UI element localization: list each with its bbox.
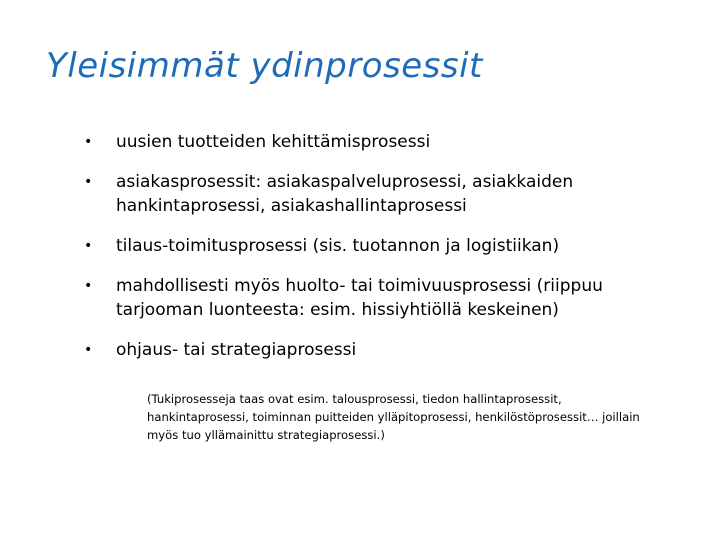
bullet-dot-icon: • — [84, 134, 93, 150]
bullet-text: mahdollisesti myös huolto- tai toimivuusprosessi (riippuu — [116, 276, 603, 296]
bullet-text: ohjaus- tai strategiaprosessi — [116, 340, 357, 360]
bullet-text: asiakasprosessit: asiakaspalveluprosessi, asiakkaiden — [116, 172, 574, 192]
note-line: myös tuo yllämainittu strategiaprosessi.) — [147, 428, 385, 442]
bullet-list — [84, 130, 704, 378]
bullet-item — [84, 234, 704, 258]
note-line: (Tukiprosesseja taas ovat esim. talousprosessi, tiedon hallintaprosessit, — [147, 392, 562, 406]
bullet-text: hankintaprosessi, asiakashallintaprosessi — [116, 196, 467, 216]
bullet-dot-icon: • — [84, 278, 93, 294]
note-line: hankintaprosessi, toiminnan puitteiden ylläpitoprosessi, henkilöstöprosessit… joillain — [147, 410, 640, 424]
bullet-dot-icon: • — [84, 238, 93, 254]
bullet-text: tarjooman luonteesta: esim. hissiyhtiöllä keskeinen) — [116, 300, 559, 320]
bullet-dot-icon: • — [84, 342, 93, 358]
bullet-item — [84, 274, 704, 322]
bullet-item — [84, 130, 704, 154]
bullet-text: uusien tuotteiden kehittämisprosessi — [116, 132, 431, 152]
bullet-item — [84, 338, 704, 362]
bullet-text: tilaus-toimitusprosessi (sis. tuotannon ja logistiikan) — [116, 236, 560, 256]
support-process-note — [147, 390, 715, 444]
slide-title: Yleisimmät ydinprosessit — [46, 46, 483, 86]
bullet-item — [84, 170, 704, 218]
bullet-dot-icon: • — [84, 174, 93, 190]
